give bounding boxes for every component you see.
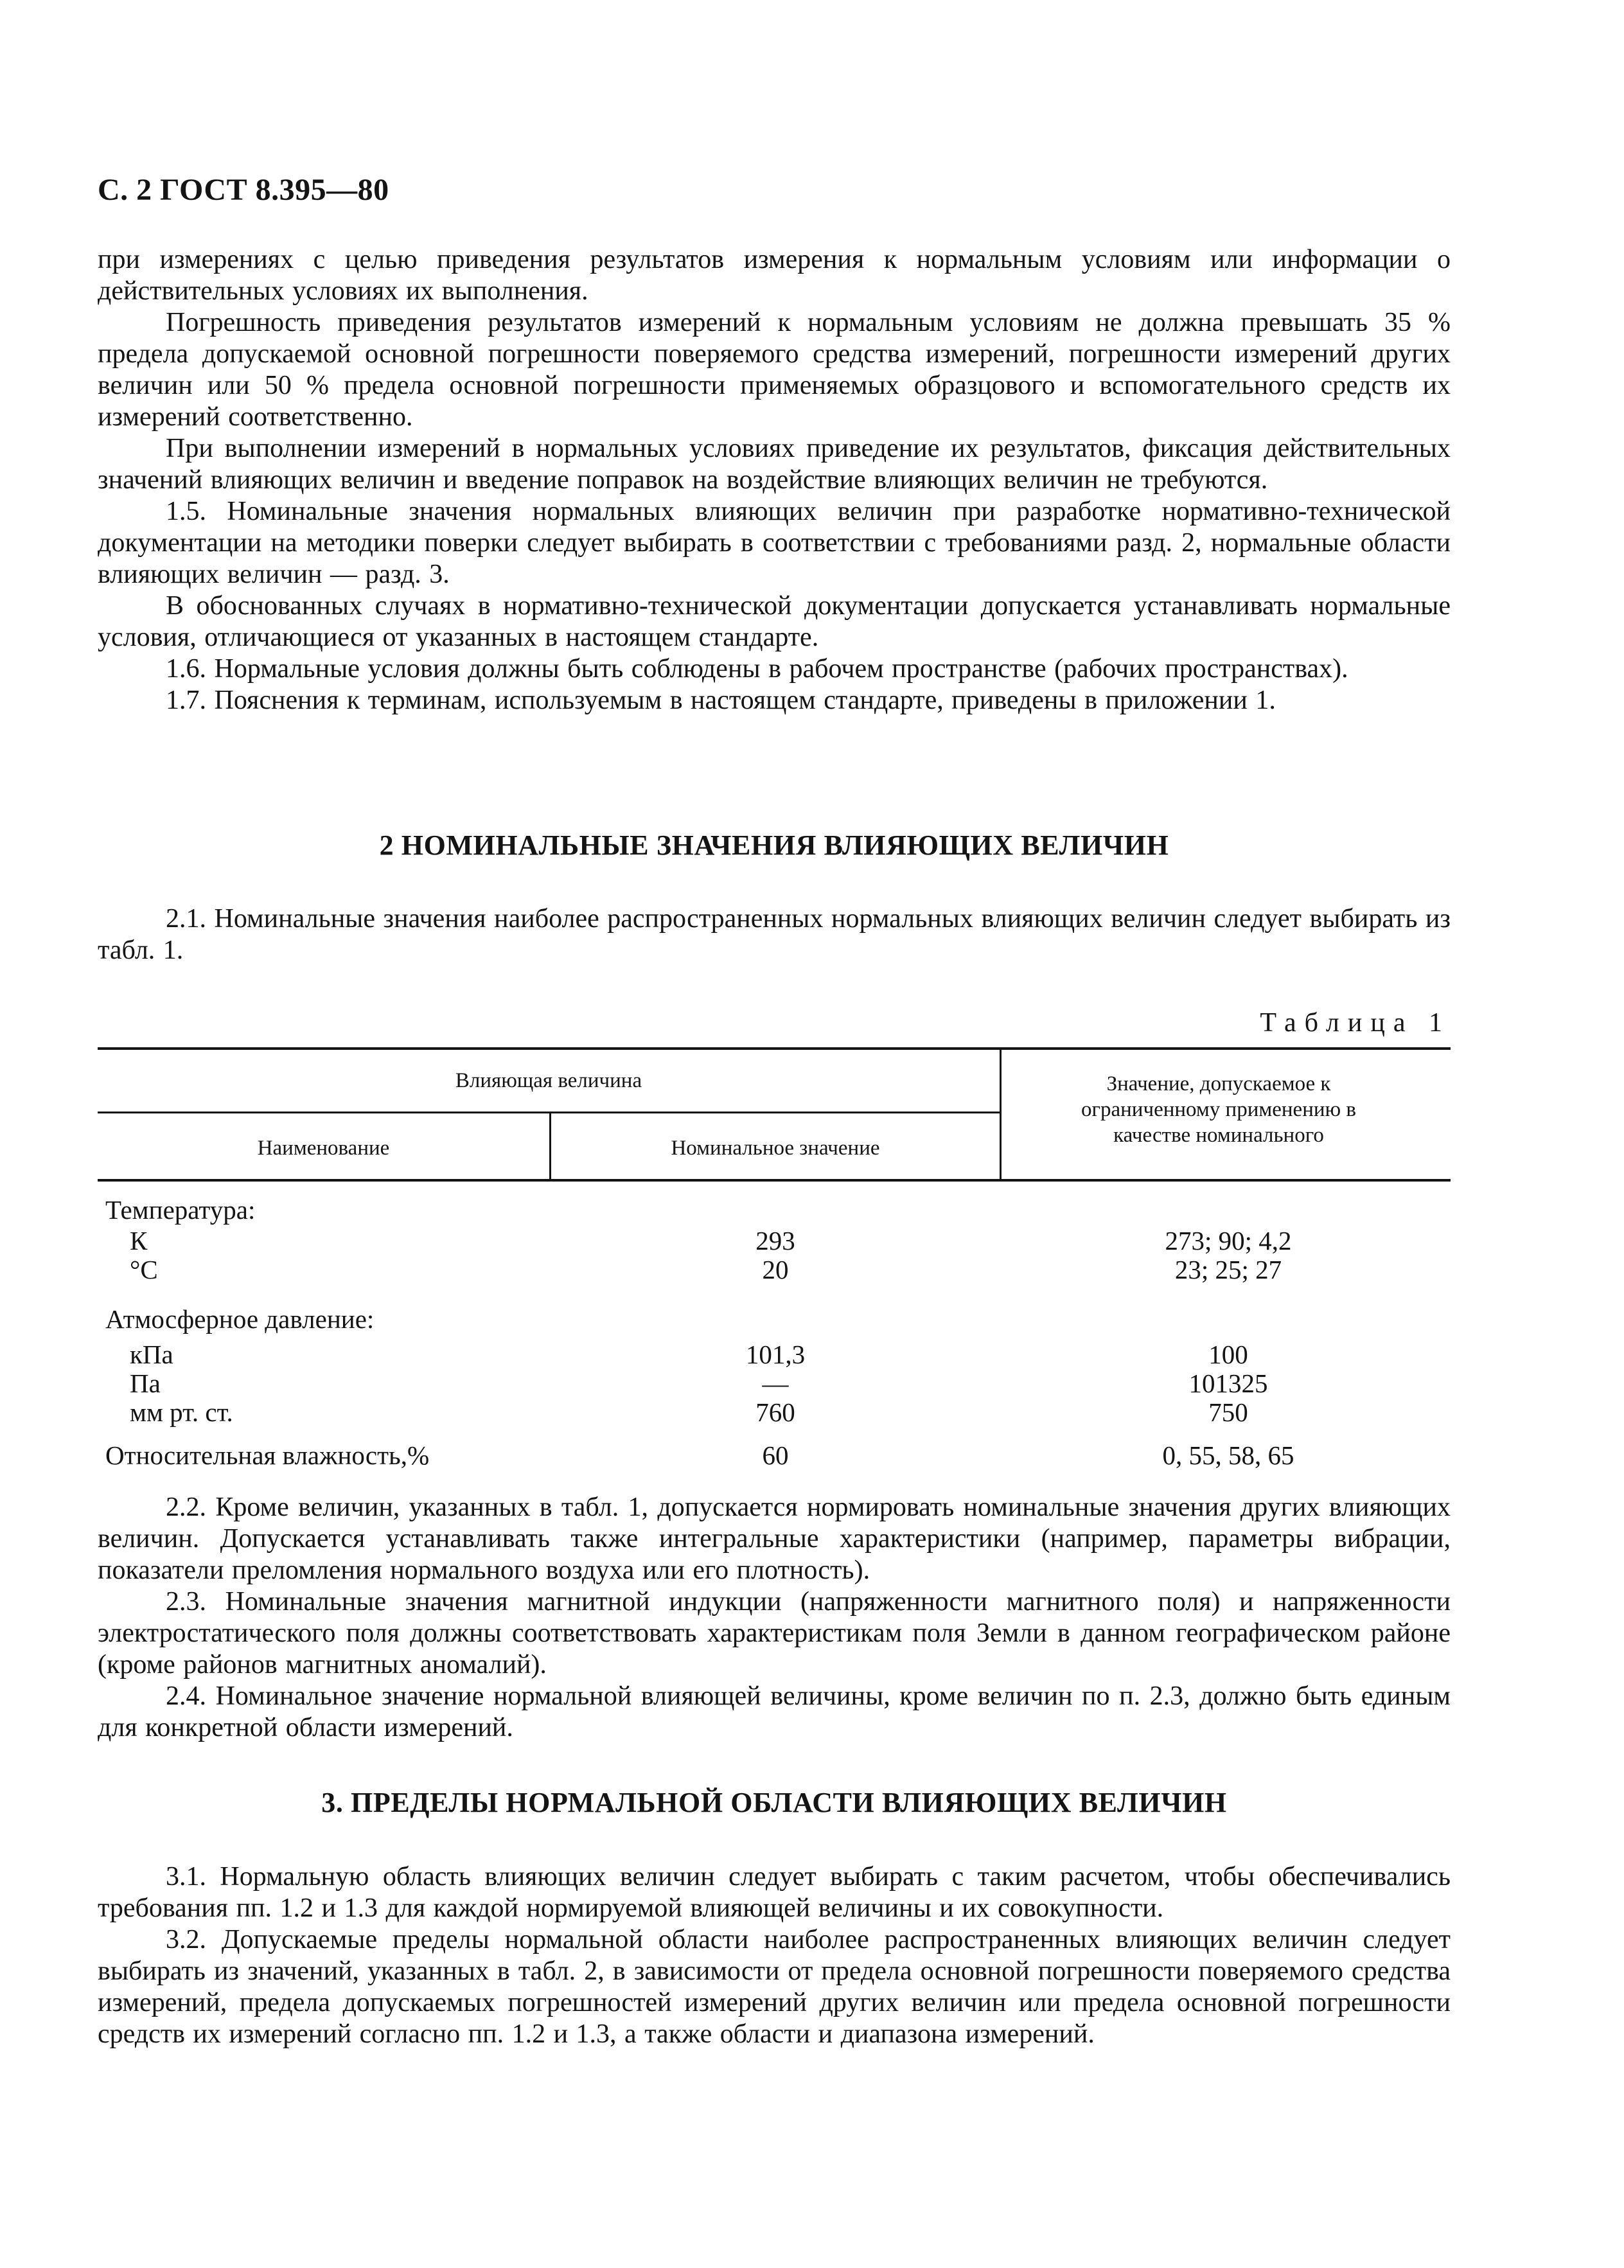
row-name: Па bbox=[130, 1369, 161, 1398]
text-block-2 bbox=[98, 1492, 1451, 1744]
paragraph: при измерениях с целью приведения результатов измерения к нормальным условиям или информации о действительных условиях их выполнения. bbox=[98, 245, 1451, 306]
section-3-heading-wrap bbox=[98, 1786, 1451, 1820]
table-top-rule bbox=[98, 1047, 1451, 1050]
paragraph: 1.7. Пояснения к терминам, используемым в настоящем стандарте, приведены в приложении 1. bbox=[166, 686, 1276, 715]
row-group-title: Атмосферное давление: bbox=[105, 1304, 375, 1334]
paragraph: При выполнении измерений в нормальных условиях приведение их результатов, фиксация действительных значений влияющих величин и введение поправок на воздействие влияющих величин не требуются. bbox=[98, 434, 1451, 495]
row-limited: 100 bbox=[1208, 1340, 1248, 1369]
row-nominal: 293 bbox=[755, 1226, 795, 1255]
paragraph: 1.5. Номинальные значения нормальных влияющих величин при разработке нормативно-технической документации на методики поверки следует выбирать в соответствии с требованиями разд. 2, нормальные области влияющих величин — разд. 3. bbox=[98, 497, 1451, 589]
section-heading: 3. ПРЕДЕЛЫ НОРМАЛЬНОЙ ОБЛАСТИ ВЛИЯЮЩИХ ВЕЛИЧИН bbox=[321, 1787, 1227, 1818]
column-header-limited: Значение, допускаемое к ограниченному применению в качестве номинального bbox=[1081, 1072, 1357, 1147]
row-group-title: Температура: bbox=[105, 1195, 256, 1225]
paragraph: 3.1. Нормальную область влияющих величин следует выбирать с таким расчетом, чтобы обеспечивались требования пп. 1.2 и 1.3 для каждой нормируемой влияющей величины и их совокупности. bbox=[98, 1862, 1451, 1923]
row-name: кПа bbox=[130, 1340, 173, 1369]
text-block-1 bbox=[98, 244, 1451, 716]
paragraph: 1.6. Нормальные условия должны быть соблюдены в рабочем пространстве (рабочих пространствах). bbox=[166, 654, 1348, 684]
column-header-nominal: Номинальное значение bbox=[671, 1137, 880, 1160]
section-heading: 2 НОМИНАЛЬНЫЕ ЗНАЧЕНИЯ ВЛИЯЮЩИХ ВЕЛИЧИН bbox=[379, 829, 1169, 861]
row-nominal: — bbox=[762, 1369, 789, 1398]
paragraph: 2.1. Номинальные значения наиболее распространенных нормальных влияющих величин следует выбирать из табл. 1. bbox=[98, 904, 1451, 965]
section-2-intro-wrap bbox=[98, 903, 1451, 966]
paragraph: В обоснованных случаях в нормативно-технической документации допускается устанавливать нормальные условия, отличающиеся от указанных в настоящем стандарте. bbox=[98, 591, 1451, 652]
table-header-bottom-rule bbox=[98, 1179, 1451, 1182]
row-name: К bbox=[130, 1226, 148, 1255]
column-group-header: Влияющая величина bbox=[455, 1069, 642, 1092]
paragraph: Погрешность приведения результатов измерений к нормальным условиям не должна превышать 35 % предела допускаемой основной погрешности поверяемого средства измерений, погрешности измерений других величин или 50 % предела основной погрешности применяемых образцового и вспомогательного средств их измерений соответственно. bbox=[98, 308, 1451, 432]
section-2-heading-wrap bbox=[98, 829, 1451, 862]
row-nominal: 20 bbox=[762, 1255, 789, 1284]
row-name: Относительная влажность,% bbox=[105, 1440, 430, 1470]
row-nominal: 760 bbox=[755, 1397, 795, 1427]
row-nominal: 60 bbox=[762, 1440, 789, 1470]
column-header-name: Наименование bbox=[257, 1137, 390, 1160]
row-name: мм рт. ст. bbox=[130, 1397, 233, 1427]
paragraph: 2.3. Номинальные значения магнитной индукции (напряженности магнитного поля) и напряженности электростатического поля должны соответствовать характеристикам поля Земли в данном географическом районе (кроме районов магнитных аномалий). bbox=[98, 1587, 1451, 1679]
paragraph: 2.4. Номинальное значение нормальной влияющей величины, кроме величин по п. 2.3, должно быть единым для конкретной области измерений. bbox=[98, 1681, 1451, 1742]
table-1 bbox=[98, 1047, 1451, 1516]
row-nominal: 101,3 bbox=[745, 1340, 806, 1369]
row-limited: 0, 55, 58, 65 bbox=[1162, 1440, 1294, 1470]
row-limited: 23; 25; 27 bbox=[1174, 1255, 1282, 1284]
text-block-3 bbox=[98, 1861, 1451, 2050]
row-name: °С bbox=[130, 1255, 158, 1284]
row-limited: 101325 bbox=[1188, 1369, 1268, 1398]
table-vertical-rule bbox=[1000, 1047, 1002, 1180]
paragraph: 3.2. Допускаемые пределы нормальной области наиболее распространенных влияющих величин следует выбирать из значений, указанных в табл. 2, в зависимости от предела основной погрешности поверяемого средства измерений, предела допускаемых погрешностей измерений других величин или предела основной погрешности средств их измерений согласно пп. 1.2 и 1.3, а также области и диапазона измерений. bbox=[98, 1925, 1451, 2049]
table-caption: Таблица 1 bbox=[1260, 1008, 1451, 1038]
row-limited: 750 bbox=[1208, 1397, 1248, 1427]
paragraph: 2.2. Кроме величин, указанных в табл. 1, допускается нормировать номинальные значения других влияющих величин. Допускается устанавливать также интегральные характеристики (например, параметры вибрации, показатели преломления нормального воздуха или его плотность). bbox=[98, 1493, 1451, 1585]
row-limited: 273; 90; 4,2 bbox=[1165, 1226, 1292, 1255]
page-header: С. 2 ГОСТ 8.395—80 bbox=[98, 173, 389, 207]
